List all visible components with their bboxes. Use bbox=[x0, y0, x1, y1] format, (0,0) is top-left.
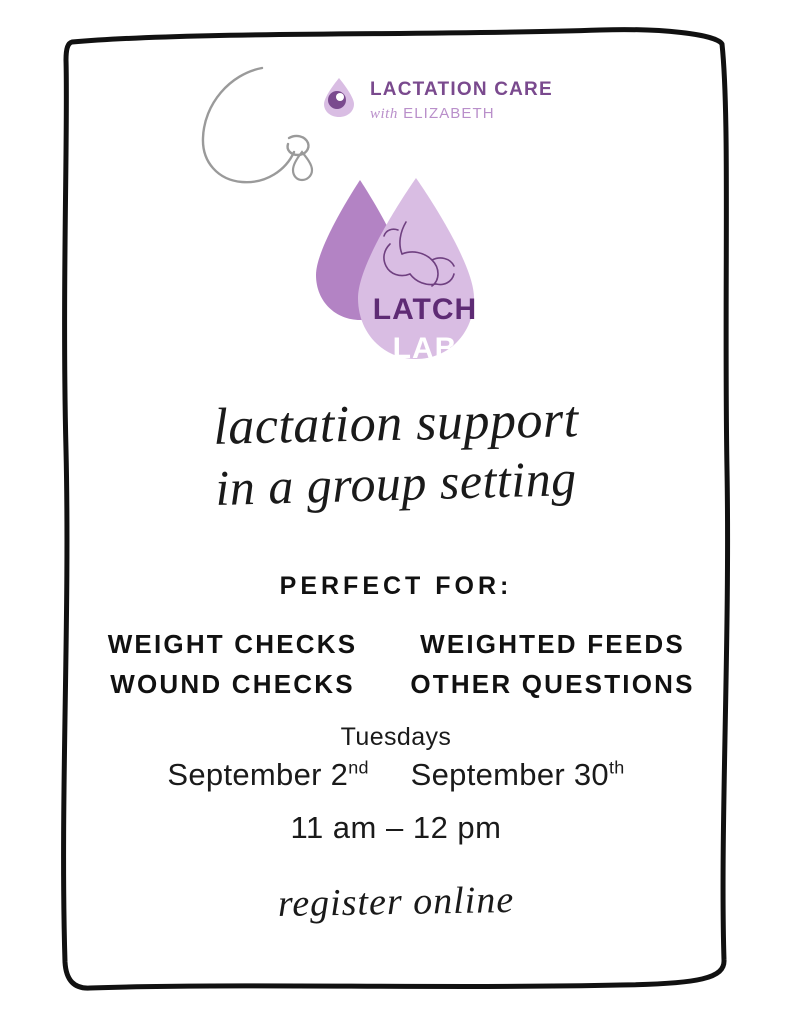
latch-word: LATCH bbox=[372, 293, 478, 326]
schedule-date-one bbox=[167, 757, 368, 792]
headline bbox=[96, 391, 696, 517]
lab-word: LAB bbox=[392, 332, 458, 365]
headline-line-2: in a group setting bbox=[214, 450, 578, 517]
schedule-block bbox=[96, 722, 696, 846]
headline-line-1: lactation support bbox=[212, 391, 580, 456]
brand-text-block bbox=[370, 76, 553, 122]
perfect-for-item: OTHER QUESTIONS bbox=[410, 669, 695, 700]
schedule-date-one-text: September 2 bbox=[167, 757, 349, 793]
perfect-for-row bbox=[70, 624, 725, 664]
schedule-date-one-suffix: nd bbox=[348, 757, 369, 778]
schedule-date-two-suffix: th bbox=[608, 757, 625, 778]
perfect-for-item: WEIGHT CHECKS bbox=[107, 629, 358, 659]
spiral-droplet-logo-icon bbox=[318, 76, 360, 118]
perfect-for-list bbox=[70, 624, 725, 705]
perfect-for-label: PERFECT FOR: bbox=[279, 572, 513, 600]
latch-lab-droplet-logo bbox=[280, 170, 510, 400]
brand-subtitle-prefix: with bbox=[370, 106, 398, 122]
schedule-time: 11 am – 12 pm bbox=[290, 809, 502, 845]
brand-title: LACTATION CARE bbox=[370, 79, 553, 100]
schedule-date-two-text: September 30 bbox=[410, 757, 609, 793]
register-online-text: register online bbox=[277, 878, 515, 926]
schedule-dates-row bbox=[96, 755, 696, 795]
brand-subtitle-name: ELIZABETH bbox=[403, 105, 495, 122]
brand-header bbox=[318, 76, 618, 122]
perfect-for-item: WOUND CHECKS bbox=[110, 669, 355, 700]
schedule-day-label: Tuesdays bbox=[340, 723, 452, 751]
brand-subtitle bbox=[370, 106, 553, 122]
perfect-for-row bbox=[70, 664, 725, 704]
schedule-date-two bbox=[411, 757, 625, 792]
perfect-for-item: WEIGHTED FEEDS bbox=[420, 629, 685, 659]
